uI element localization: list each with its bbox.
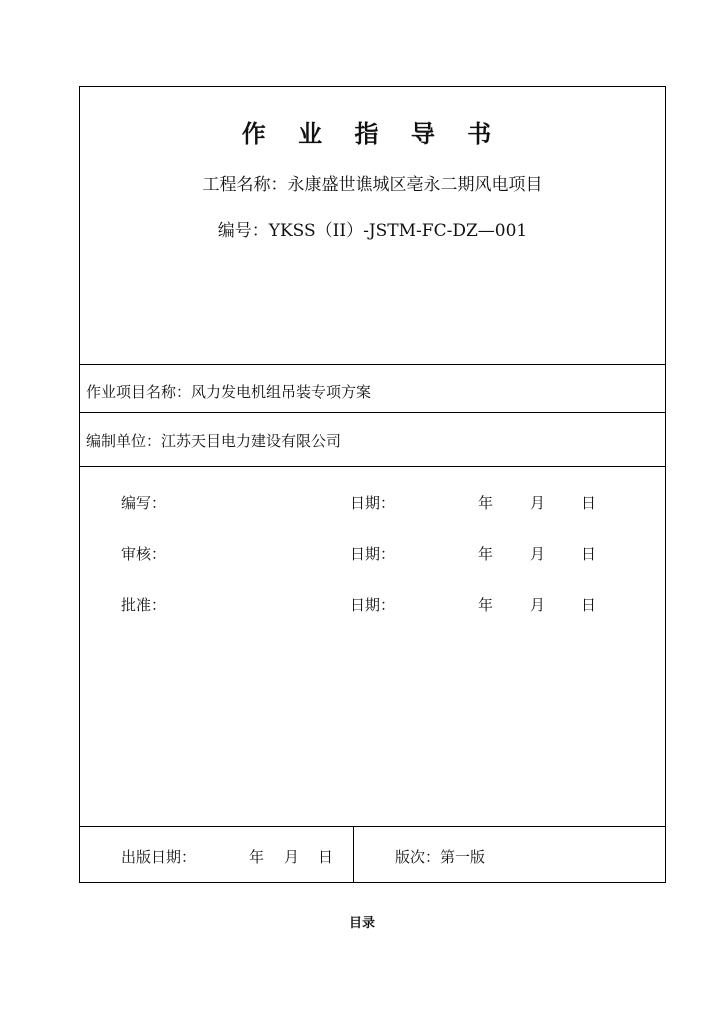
divider — [80, 826, 665, 827]
date-label: 日期： — [350, 596, 396, 614]
cover-form — [79, 86, 666, 883]
divider — [80, 364, 665, 365]
date-label: 日期： — [350, 494, 396, 512]
date-label: 日期： — [350, 545, 396, 563]
project-name: 工程名称：永康盛世谯城区亳永二期风电项目 — [202, 175, 543, 195]
day-label: 日 — [581, 596, 597, 614]
publish-year: 年 — [249, 848, 265, 866]
day-label: 日 — [581, 494, 597, 512]
document-title: 作 业 指 导 书 — [241, 120, 504, 148]
edition: 版次：第一版 — [395, 848, 486, 866]
year-label: 年 — [478, 545, 494, 563]
divider — [80, 412, 665, 413]
role-label: 批准： — [121, 596, 167, 614]
month-label: 月 — [530, 545, 546, 563]
month-label: 月 — [530, 596, 546, 614]
day-label: 日 — [581, 545, 597, 563]
publish-month: 月 — [284, 848, 300, 866]
vertical-divider — [353, 826, 354, 883]
year-label: 年 — [478, 596, 494, 614]
publish-day: 日 — [318, 848, 334, 866]
year-label: 年 — [478, 494, 494, 512]
role-label: 编写： — [121, 494, 167, 512]
role-label: 审核： — [121, 545, 167, 563]
divider — [80, 466, 665, 467]
document-code: 编号：YKSS（II）-JSTM-FC-DZ—001 — [217, 221, 528, 241]
publish-date-label: 出版日期： — [121, 848, 197, 866]
work-item-name: 作业项目名称：风力发电机组吊装专项方案 — [86, 383, 372, 401]
compiling-unit: 编制单位：江苏天目电力建设有限公司 — [86, 432, 342, 450]
toc-heading: 目录 — [348, 916, 375, 931]
month-label: 月 — [530, 494, 546, 512]
